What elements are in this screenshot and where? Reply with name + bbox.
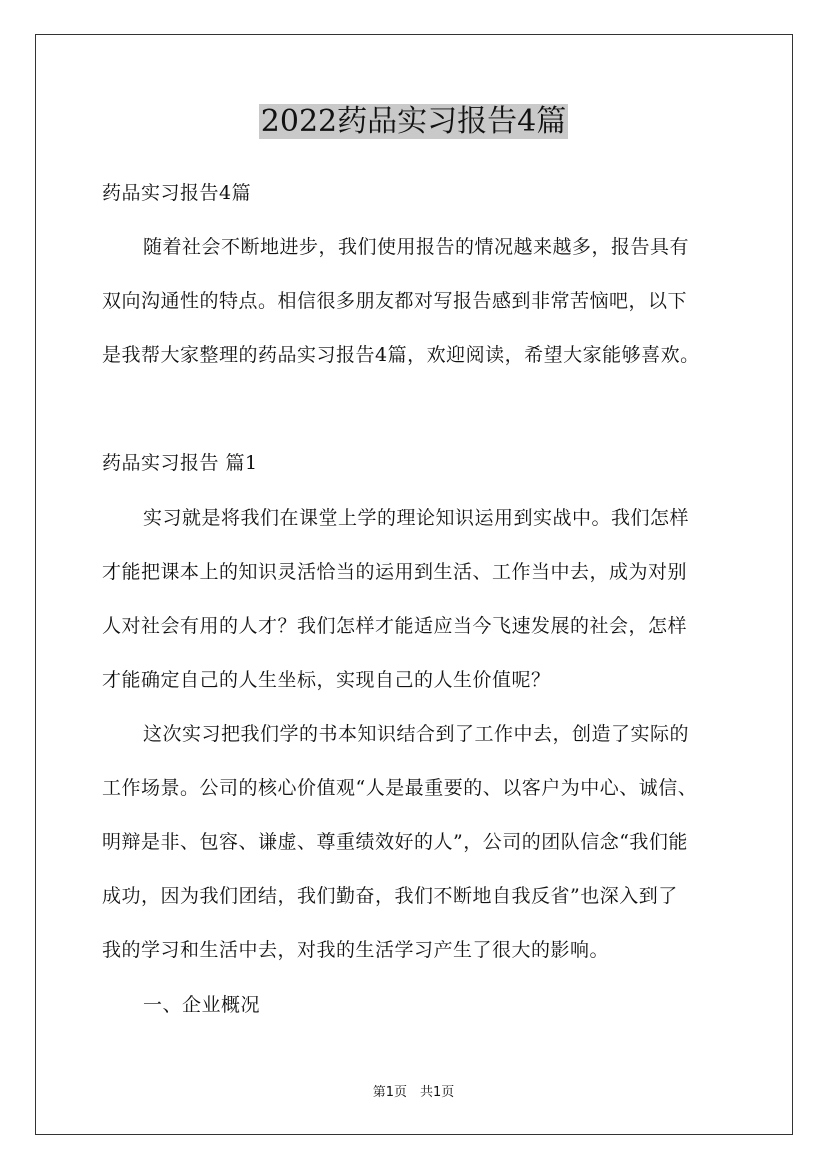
para2-line-2: 工作场景。公司的核心价值观“人是最重要的、以客户为中心、诚信、 — [102, 777, 698, 799]
document-title: 2022药品实习报告4篇 — [260, 104, 567, 139]
para1-line-4: 才能确定自己的人生坐标，实现自己的人生价值呢？ — [102, 669, 551, 691]
para2-line-5: 我的学习和生活中去，对我的生活学习产生了很大的影响。 — [102, 939, 610, 961]
intro-line-3: 是我帮大家整理的药品实习报告4篇，欢迎阅读，希望大家能够喜欢。 — [102, 344, 700, 366]
para1-line-1: 实习就是将我们在课堂上学的理论知识运用到实战中。我们怎样 — [143, 507, 690, 529]
intro-line-1: 随着社会不断地进步，我们使用报告的情况越来越多，报告具有 — [143, 236, 690, 258]
para1-line-2: 才能把课本上的知识灵活恰当的运用到生活、工作当中去，成为对别 — [102, 561, 688, 583]
intro-line-2: 双向沟通性的特点。相信很多朋友都对写报告感到非常苦恼吧，以下 — [102, 290, 688, 312]
para1-line-3: 人对社会有用的人才？我们怎样才能适应当今飞速发展的社会，怎样 — [102, 615, 688, 637]
subheading: 一、企业概况 — [143, 994, 261, 1016]
para2-line-4: 成功，因为我们团结，我们勤奋，我们不断地自我反省”也深入到了 — [102, 885, 678, 907]
para2-line-3: 明辩是非、包容、谦虚、尊重绩效好的人”，公司的团队信念“我们能 — [102, 831, 688, 853]
para2-line-1: 这次实习把我们学的书本知识结合到了工作中去，创造了实际的 — [143, 723, 690, 745]
page-number: 第1页 共1页 — [372, 1085, 455, 1100]
document-subtitle: 药品实习报告4篇 — [102, 182, 252, 204]
section-heading: 药品实习报告 篇1 — [102, 452, 258, 474]
